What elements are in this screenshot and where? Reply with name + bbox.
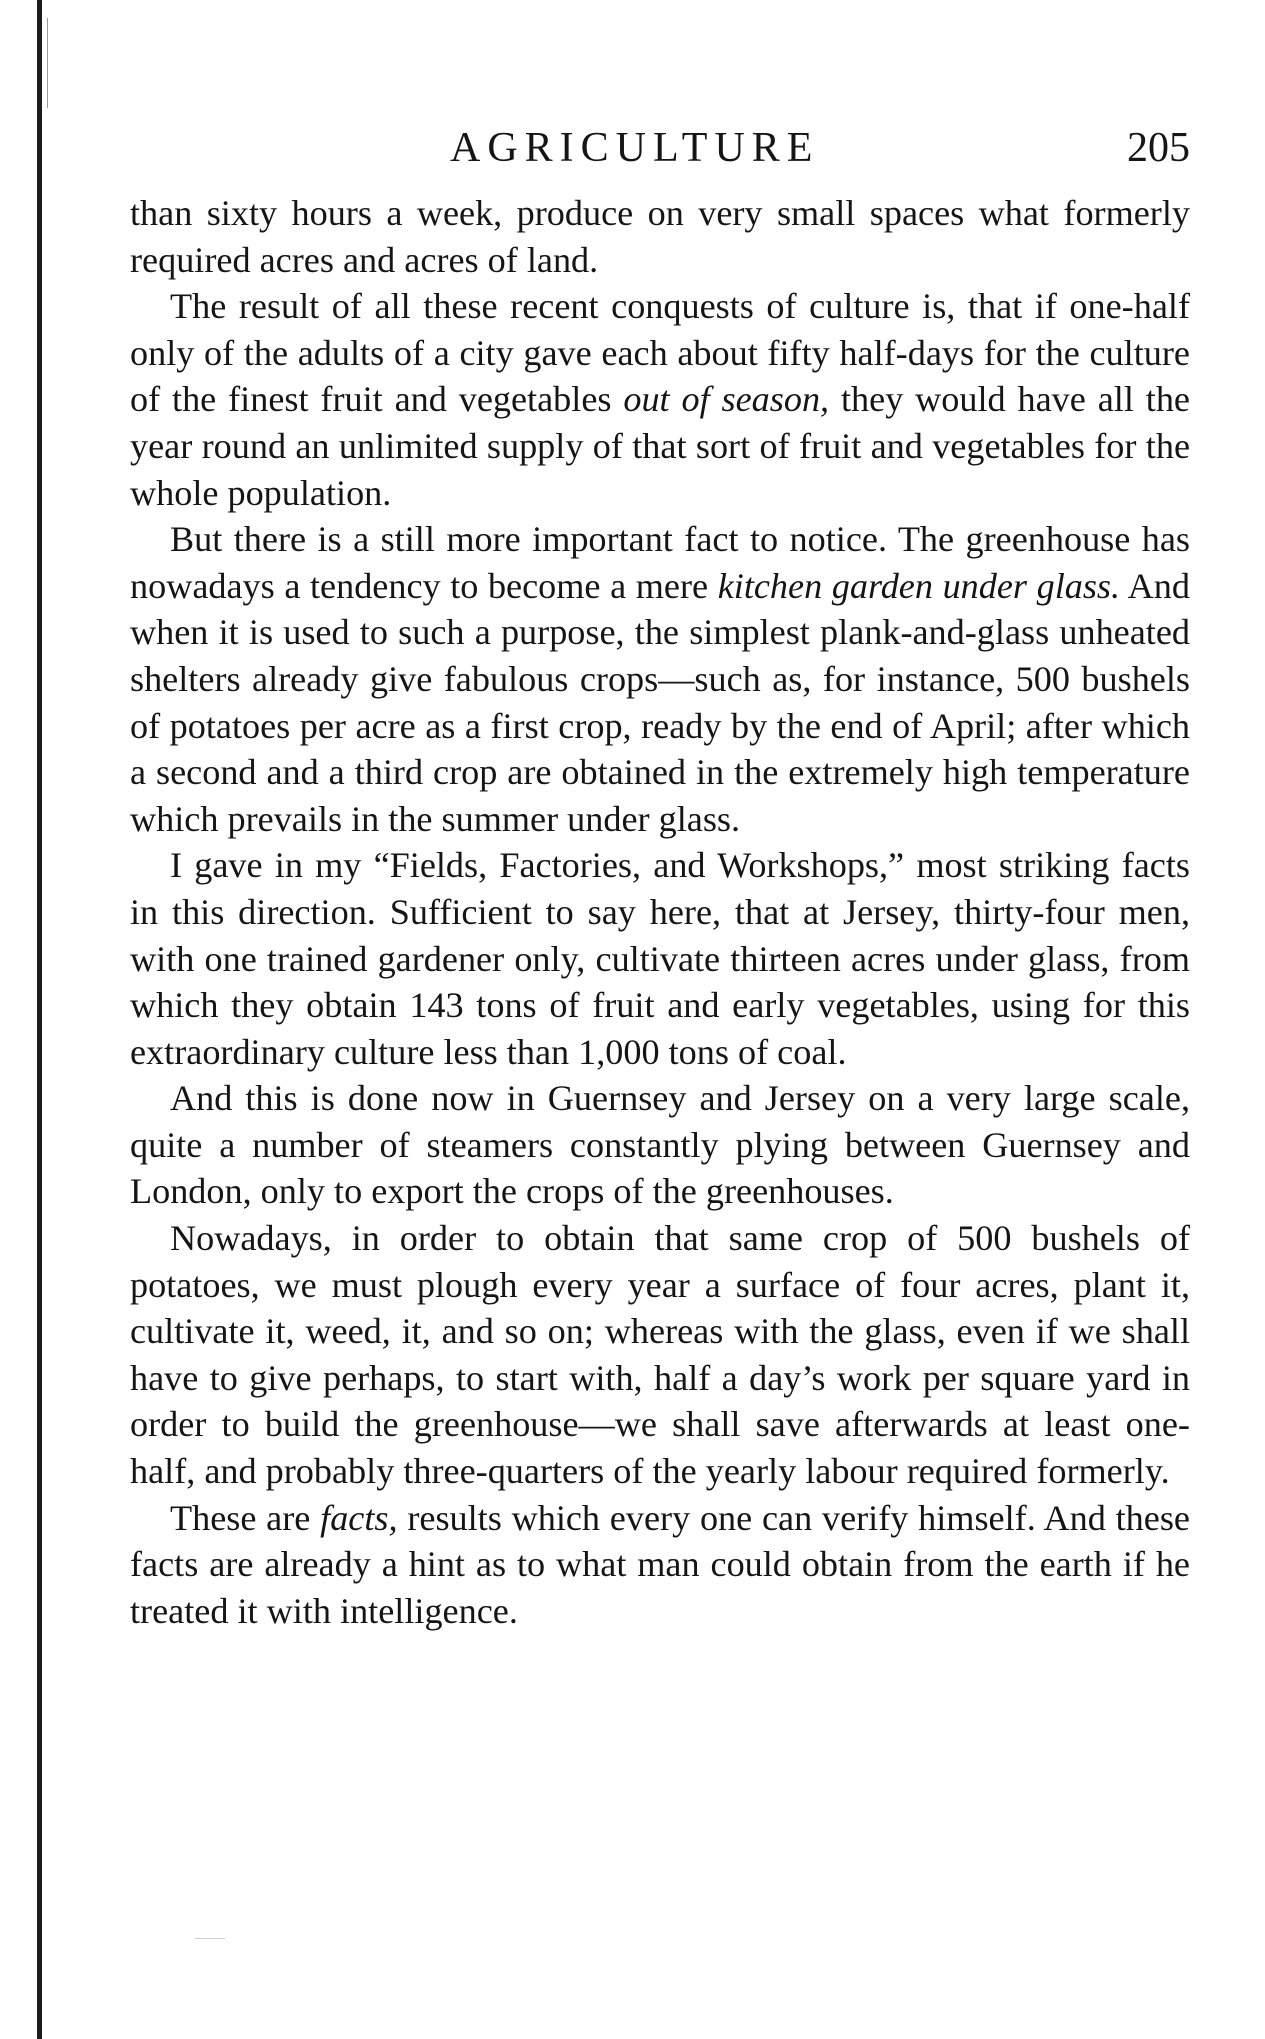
binding-edge (37, 0, 42, 2039)
paragraph-5-text: And this is done now in Guernsey and Jersey on a very large scale, quite a number of steamers constantly plying between Guernsey and London, only to export the crops of the greenhouses. (130, 1078, 1190, 1212)
paragraph-2-text-cont: they would have all the year round an unlimited supply of that sort of fruit and vegetables for the whole population. (130, 379, 1190, 513)
paragraph-1 (130, 190, 1190, 283)
paragraph-4-text: I gave in my “Fields, Factories, and Workshops,” most striking facts in this direction. Sufficient to say here, that at Jersey, thirty-four men, with one trained gardener only, cultivate thirteen acres under glass, from which they obtain 143 tons of fruit and early vegetables, using for this extraordinary culture less than 1,000 tons of coal. (130, 845, 1190, 1072)
italic-word-facts: facts, (320, 1497, 398, 1538)
paragraph-3-text: But there is a still more important fact to notice. The greenhouse has nowadays a tendency to become a mere (130, 519, 1190, 606)
italic-phrase-out-of-season: out of season, (623, 379, 830, 420)
paragraph-5 (130, 1075, 1190, 1215)
running-title: AGRICULTURE (450, 125, 820, 171)
paragraph-3-text-cont: And when it is used to such a purpose, the simplest plank-and-glass unheated shelters already give fabulous crops—such as, for instance, 500 bushels of potatoes per acre as a first crop, ready by the end of April; after which a second and a third crop are obtained in the extremely high temperature which prevails in the summer under glass. (130, 565, 1190, 839)
paragraph-7 (130, 1495, 1190, 1635)
paragraph-6 (130, 1215, 1190, 1495)
paragraph-2-text: The result of all these recent conquests of culture is, that if one-half only of the adults of a city gave each about fifty half-days for the culture of the finest fruit and vegetables (130, 286, 1190, 420)
paragraph-3 (130, 516, 1190, 842)
paragraph-1-text: than sixty hours a week, produce on very small spaces what formerly required acres and acres of land. (130, 193, 1190, 280)
body-text (130, 190, 1190, 1634)
page-number: 205 (1127, 125, 1190, 171)
paragraph-7-text-cont: results which every one can verify himself. And these facts are already a hint as to what man could obtain from the earth if he treated it with intelligence. (130, 1497, 1190, 1631)
page-header (130, 118, 1190, 178)
italic-phrase-kitchen-garden: kitchen garden under glass. (717, 565, 1121, 606)
paragraph-6-text: Nowadays, in order to obtain that same crop of 500 bushels of potatoes, we must plough every year a surface of four acres, plant it, cultivate it, weed, it, and so on; whereas with the glass, even if we shall have to give perhaps, to start with, half a day’s work per square yard in order to build the greenhouse—we shall save afterwards at least one-half, and probably three-quarters of the yearly labour required formerly. (130, 1218, 1190, 1492)
scan-speck (195, 1938, 225, 1939)
paragraph-4 (130, 842, 1190, 1075)
scan-mark (47, 18, 48, 108)
paragraph-2 (130, 283, 1190, 516)
paragraph-7-text: These are (170, 1497, 321, 1538)
